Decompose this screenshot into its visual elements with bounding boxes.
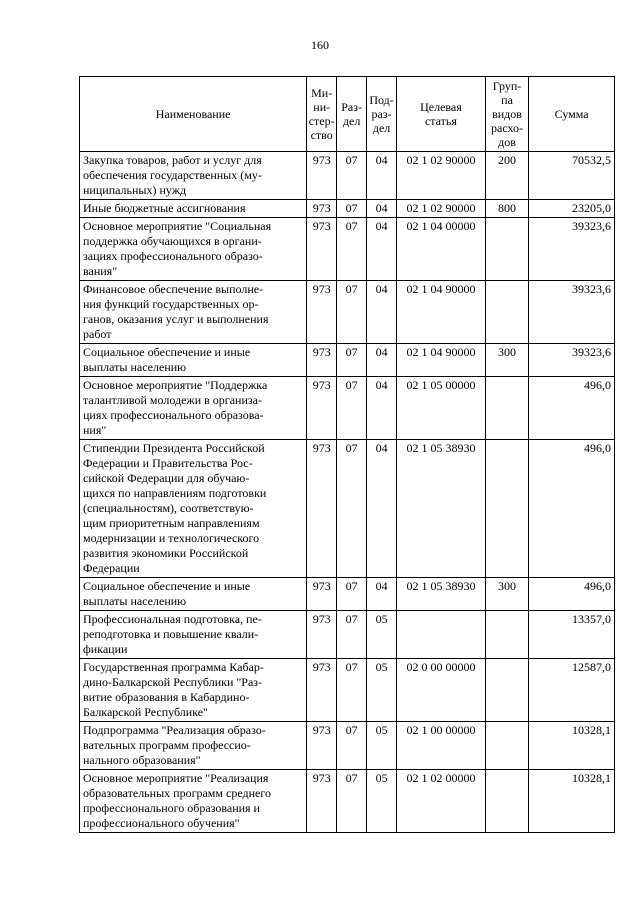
cell-name: Подпрограмма "Реализация образо- вательных программ профессио- нального образования" (80, 722, 307, 770)
table-row (80, 770, 615, 833)
cell-sum: 23205,0 (529, 200, 615, 218)
cell-target-article: 02 1 04 00000 (397, 218, 486, 281)
table-row (80, 344, 615, 377)
table-row (80, 218, 615, 281)
cell-name: Основное мероприятие "Социальная поддержка обучающихся в органи- зациях профессионального образо- вания" (80, 218, 307, 281)
table-body (80, 152, 615, 833)
cell-subsection: 04 (367, 152, 397, 200)
cell-expense-group: 200 (485, 152, 528, 200)
cell-subsection: 05 (367, 611, 397, 659)
cell-sum: 496,0 (529, 440, 615, 578)
cell-target-article: 02 1 02 90000 (397, 200, 486, 218)
cell-name: Иные бюджетные ассигнования (80, 200, 307, 218)
cell-subsection: 05 (367, 770, 397, 833)
cell-section: 07 (337, 344, 367, 377)
table-header-row (80, 77, 615, 152)
cell-section: 07 (337, 659, 367, 722)
cell-sum: 39323,6 (529, 218, 615, 281)
cell-expense-group (485, 722, 528, 770)
cell-ministry: 973 (307, 611, 337, 659)
cell-expense-group (485, 440, 528, 578)
cell-expense-group: 300 (485, 344, 528, 377)
header-expense-group: Груп- па видов расхо- дов (485, 77, 528, 152)
cell-section: 07 (337, 152, 367, 200)
cell-ministry: 973 (307, 377, 337, 440)
header-name: Наименование (80, 77, 307, 152)
cell-section: 07 (337, 770, 367, 833)
cell-sum: 12587,0 (529, 659, 615, 722)
budget-table (79, 76, 615, 833)
cell-target-article (397, 611, 486, 659)
header-sum: Сумма (529, 77, 615, 152)
cell-name: Социальное обеспечение и иные выплаты населению (80, 344, 307, 377)
cell-sum: 39323,6 (529, 344, 615, 377)
cell-name: Закупка товаров, работ и услуг для обеспечения государственных (му- ниципальных) нужд (80, 152, 307, 200)
cell-name: Основное мероприятие "Реализация образовательных программ среднего профессионального образования и профессионального обучения" (80, 770, 307, 833)
cell-target-article: 02 1 05 38930 (397, 440, 486, 578)
cell-target-article: 02 1 02 00000 (397, 770, 486, 833)
cell-subsection: 04 (367, 440, 397, 578)
header-subsection: Под- раз- дел (367, 77, 397, 152)
cell-ministry: 973 (307, 722, 337, 770)
table-row (80, 722, 615, 770)
cell-name: Финансовое обеспечение выполне- ния функций государственных ор- ганов, оказания услуг и выполнения работ (80, 281, 307, 344)
cell-subsection: 05 (367, 659, 397, 722)
cell-ministry: 973 (307, 659, 337, 722)
cell-expense-group: 800 (485, 200, 528, 218)
cell-subsection: 04 (367, 218, 397, 281)
cell-target-article: 02 1 04 90000 (397, 344, 486, 377)
cell-subsection: 04 (367, 344, 397, 377)
cell-expense-group: 300 (485, 578, 528, 611)
cell-sum: 10328,1 (529, 770, 615, 833)
cell-subsection: 04 (367, 200, 397, 218)
cell-subsection: 04 (367, 377, 397, 440)
table-row (80, 440, 615, 578)
header-section: Раз- дел (337, 77, 367, 152)
cell-target-article: 02 1 05 00000 (397, 377, 486, 440)
cell-target-article: 02 0 00 00000 (397, 659, 486, 722)
cell-expense-group (485, 377, 528, 440)
cell-name: Социальное обеспечение и иные выплаты населению (80, 578, 307, 611)
cell-expense-group (485, 611, 528, 659)
cell-expense-group (485, 659, 528, 722)
cell-ministry: 973 (307, 578, 337, 611)
cell-section: 07 (337, 722, 367, 770)
cell-sum: 39323,6 (529, 281, 615, 344)
page-number: 160 (311, 38, 329, 52)
table-row (80, 281, 615, 344)
cell-section: 07 (337, 611, 367, 659)
cell-target-article: 02 1 02 90000 (397, 152, 486, 200)
table-row (80, 377, 615, 440)
cell-sum: 13357,0 (529, 611, 615, 659)
cell-sum: 70532,5 (529, 152, 615, 200)
cell-ministry: 973 (307, 344, 337, 377)
table-row (80, 659, 615, 722)
cell-section: 07 (337, 200, 367, 218)
table-row (80, 200, 615, 218)
cell-name: Профессиональная подготовка, пе- реподготовка и повышение квали- фикации (80, 611, 307, 659)
cell-ministry: 973 (307, 218, 337, 281)
table-row (80, 611, 615, 659)
cell-section: 07 (337, 377, 367, 440)
cell-subsection: 05 (367, 722, 397, 770)
cell-ministry: 973 (307, 770, 337, 833)
cell-section: 07 (337, 440, 367, 578)
cell-section: 07 (337, 218, 367, 281)
cell-sum: 496,0 (529, 578, 615, 611)
cell-ministry: 973 (307, 281, 337, 344)
table-row (80, 152, 615, 200)
table-row (80, 578, 615, 611)
cell-expense-group (485, 281, 528, 344)
cell-ministry: 973 (307, 200, 337, 218)
cell-ministry: 973 (307, 440, 337, 578)
cell-subsection: 04 (367, 281, 397, 344)
cell-section: 07 (337, 281, 367, 344)
cell-name: Основное мероприятие "Поддержка талантливой молодежи в организа- циях профессионального образова- ния" (80, 377, 307, 440)
header-target-article: Целевая статья (397, 77, 486, 152)
cell-name: Стипендии Президента Российской Федерации и Правительства Рос- сийской Федерации для обучаю- щихся по направлениям подготовки (специальностям), соответствую- щим приоритетным направлениям модернизации и технологического развития экономики Российской Федерации (80, 440, 307, 578)
header-ministry: Ми- ни- стер- ство (307, 77, 337, 152)
cell-expense-group (485, 218, 528, 281)
cell-section: 07 (337, 578, 367, 611)
cell-target-article: 02 1 00 00000 (397, 722, 486, 770)
cell-name: Государственная программа Кабар- дино-Балкарской Республики "Раз- витие образования в Кабардино- Балкарской Республике" (80, 659, 307, 722)
cell-target-article: 02 1 05 38930 (397, 578, 486, 611)
cell-target-article: 02 1 04 90000 (397, 281, 486, 344)
cell-ministry: 973 (307, 152, 337, 200)
cell-sum: 496,0 (529, 377, 615, 440)
cell-expense-group (485, 770, 528, 833)
cell-subsection: 04 (367, 578, 397, 611)
cell-sum: 10328,1 (529, 722, 615, 770)
